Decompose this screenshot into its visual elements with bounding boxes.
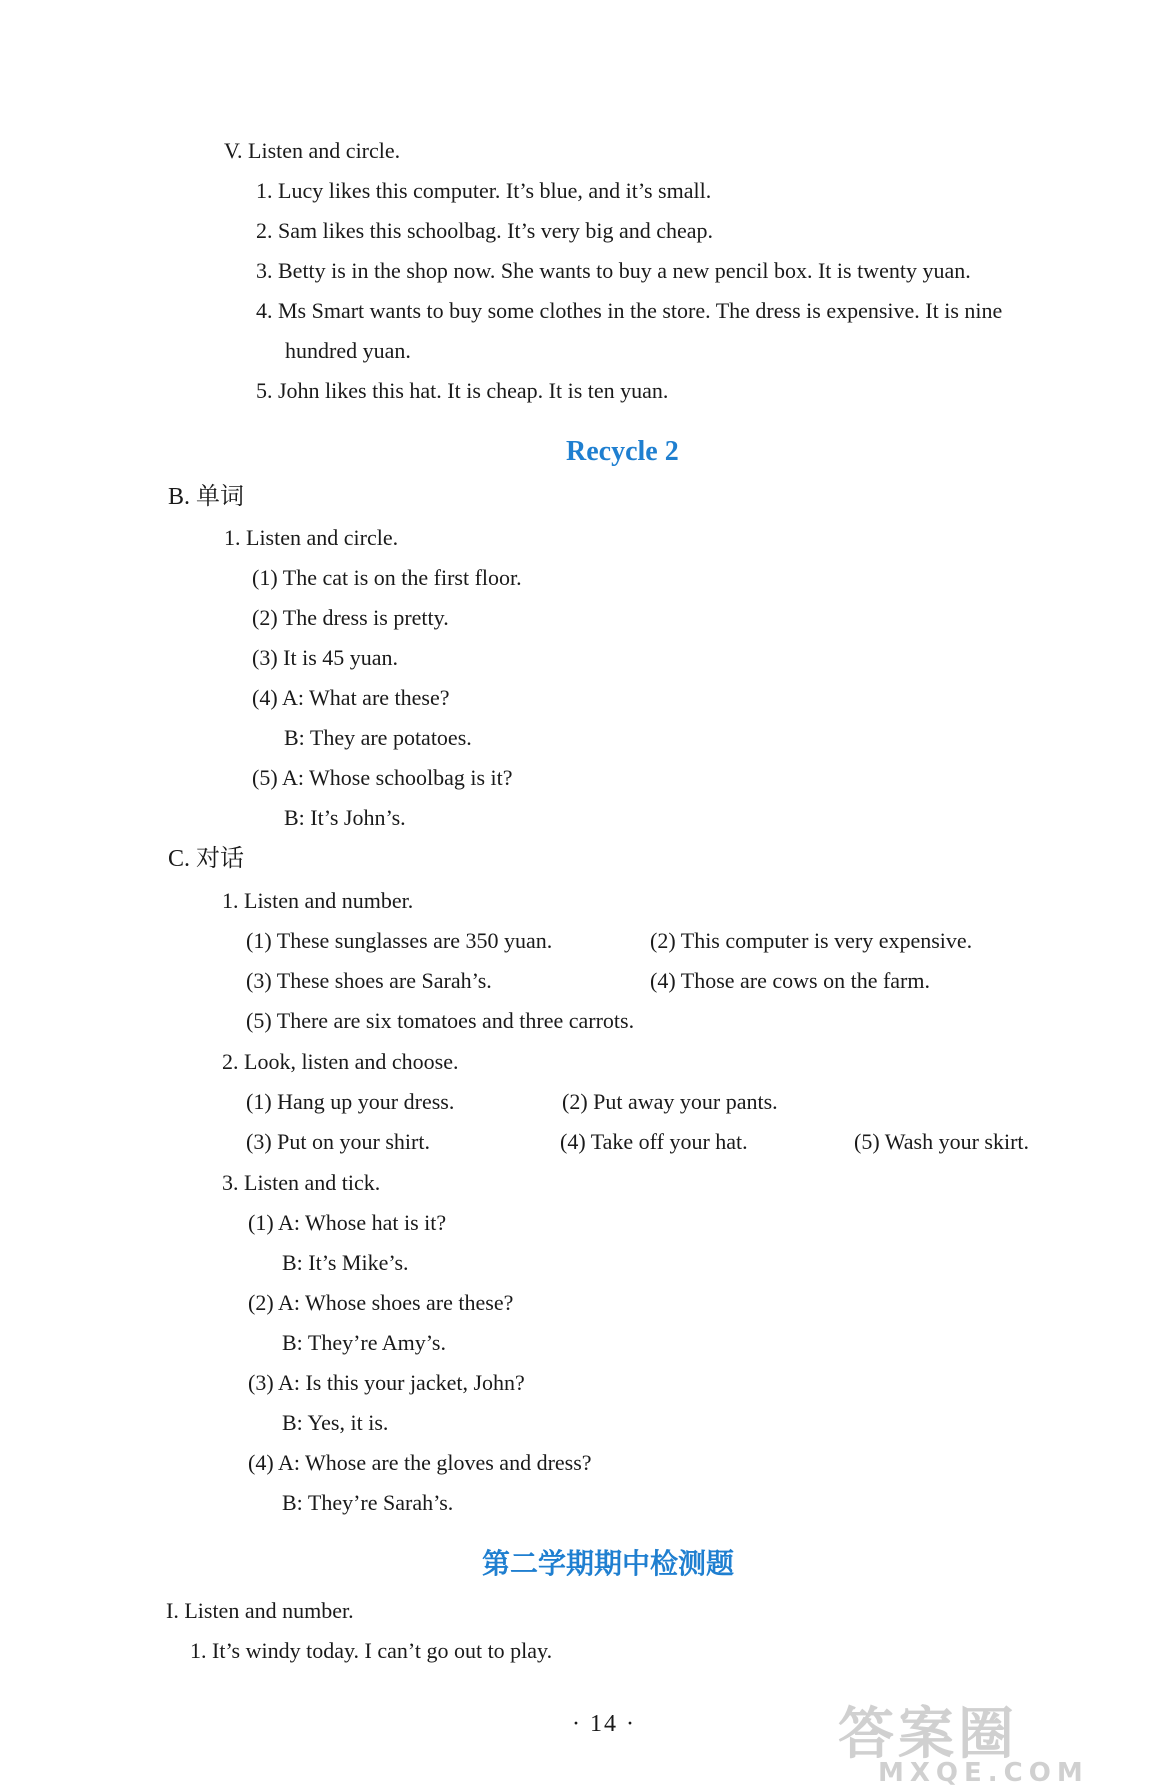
- section-c-sub1-item-1: (1) These sunglasses are 350 yuan.: [246, 928, 553, 953]
- section-v-item-4-cont: hundred yuan.: [285, 338, 411, 363]
- section-c-sub1-item-4: (4) Those are cows on the farm.: [650, 968, 930, 993]
- section-c-sub3-item-2-answer: B: They’re Amy’s.: [282, 1330, 446, 1355]
- section-c-sub2-item-3: (3) Put on your shirt.: [246, 1129, 430, 1154]
- section-b-item-1: (1) The cat is on the first floor.: [252, 565, 522, 590]
- section-c-sub3-item-4: (4) A: Whose are the gloves and dress?: [248, 1450, 592, 1475]
- section-i-item-1: 1. It’s windy today. I can’t go out to play.: [190, 1638, 553, 1663]
- section-c-sub3-item-2: (2) A: Whose shoes are these?: [248, 1290, 514, 1315]
- section-b-item-5-answer: B: It’s John’s.: [284, 805, 406, 830]
- section-b-item-2: (2) The dress is pretty.: [252, 605, 449, 630]
- section-b-item-3: (3) It is 45 yuan.: [252, 645, 399, 670]
- section-i-title: I. Listen and number.: [166, 1598, 354, 1623]
- section-c-sub3-item-4-answer: B: They’re Sarah’s.: [282, 1490, 454, 1515]
- section-b-item-5: (5) A: Whose schoolbag is it?: [252, 765, 513, 790]
- section-c-sub1-item-5: (5) There are six tomatoes and three carrots.: [246, 1008, 635, 1033]
- section-c-sub2-item-5: (5) Wash your skirt.: [854, 1129, 1030, 1154]
- section-c-title: C. 对话: [168, 846, 245, 872]
- section-v-item-5: 5. John likes this hat. It is cheap. It is ten yuan.: [256, 378, 669, 403]
- section-c-sub1-item-3: (3) These shoes are Sarah’s.: [246, 968, 492, 993]
- section-c-sub2-item-2: (2) Put away your pants.: [562, 1089, 778, 1114]
- section-v-item-3: 3. Betty is in the shop now. She wants to buy a new pencil box. It is twenty yuan.: [256, 258, 971, 283]
- section-b-item-4: (4) A: What are these?: [252, 685, 450, 710]
- section-b-sub1: 1. Listen and circle.: [224, 525, 399, 550]
- watermark-text: 答案圈: [838, 1702, 1018, 1767]
- section-c-sub3: 3. Listen and tick.: [222, 1170, 381, 1195]
- watermark-logo: [838, 1690, 1150, 1790]
- section-c-sub3-item-3-answer: B: Yes, it is.: [282, 1410, 389, 1435]
- section-c-sub3-item-1: (1) A: Whose hat is it?: [248, 1210, 447, 1235]
- section-b-item-4-answer: B: They are potatoes.: [284, 725, 472, 750]
- section-c-sub2: 2. Look, listen and choose.: [222, 1049, 459, 1074]
- section-b-title: B. 单词: [168, 484, 245, 510]
- watermark-url: MXQE.COM: [878, 1758, 1089, 1788]
- section-v-item-2: 2. Sam likes this schoolbag. It’s very big and cheap.: [256, 218, 714, 243]
- section-c-sub3-item-1-answer: B: It’s Mike’s.: [282, 1250, 409, 1275]
- section-c-sub2-item-4: (4) Take off your hat.: [560, 1129, 748, 1154]
- section-c-sub3-item-3: (3) A: Is this your jacket, John?: [248, 1370, 525, 1395]
- section-v-item-1: 1. Lucy likes this computer. It’s blue, and it’s small.: [256, 178, 712, 203]
- section-c-sub1-item-2: (2) This computer is very expensive.: [650, 928, 973, 953]
- midterm-heading: 第二学期期中检测题: [482, 1547, 735, 1580]
- recycle-heading: Recycle 2: [566, 436, 679, 467]
- section-v-item-4: 4. Ms Smart wants to buy some clothes in the store. The dress is expensive. It is nine: [256, 298, 1003, 323]
- section-c-sub2-item-1: (1) Hang up your dress.: [246, 1089, 455, 1114]
- section-c-sub1: 1. Listen and number.: [222, 888, 414, 913]
- page-number: · 14 ·: [572, 1711, 636, 1737]
- section-v-title: V. Listen and circle.: [224, 138, 401, 163]
